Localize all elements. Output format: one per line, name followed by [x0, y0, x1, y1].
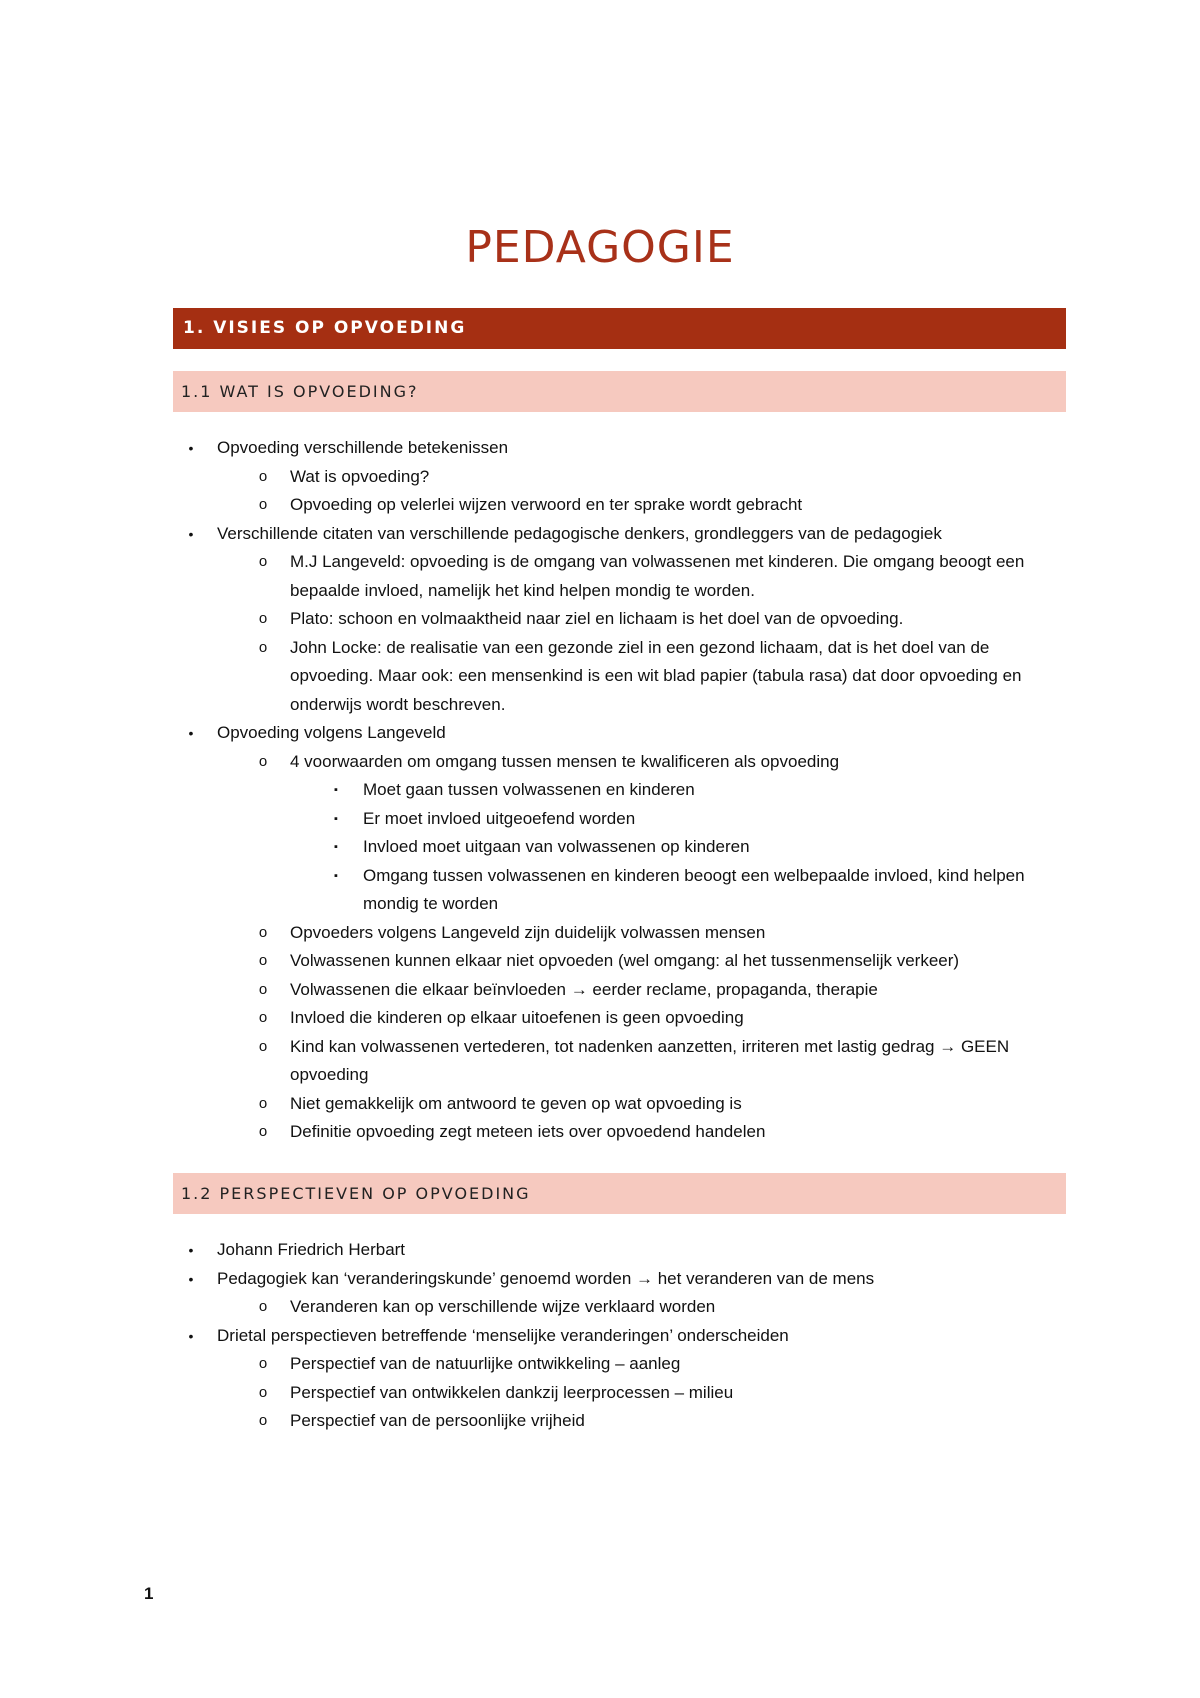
list-item-text: Opvoeding volgens Langeveld	[217, 723, 446, 742]
list-item-text: Invloed die kinderen op elkaar uitoefenen is geen opvoeding	[290, 1008, 744, 1027]
list-item-text: Perspectief van de persoonlijke vrijheid	[290, 1411, 585, 1430]
list-item	[334, 833, 1063, 862]
bullet-marker: o	[258, 1037, 268, 1055]
bullet-marker: o	[258, 610, 268, 627]
list-item-text: Opvoeding op velerlei wijzen verwoord en ter sprake wordt gebracht	[290, 495, 803, 514]
subsection-heading-perspectieven: 1.2 PERSPECTIEVEN OP OPVOEDING	[173, 1173, 1066, 1214]
bullet-list-wat-is-opvoeding	[0, 434, 1200, 1147]
list-item-text: Volwassenen kunnen elkaar niet opvoeden (wel omgang: al het tussenmenselijk verkeer)	[290, 951, 960, 970]
bullet-marker: •	[188, 725, 194, 741]
list-item-text: Volwassenen die elkaar beïnvloeden → eerder reclame, propaganda, therapie	[290, 979, 878, 999]
bullet-marker: o	[258, 1383, 268, 1401]
list-item	[188, 520, 1057, 549]
list-item	[188, 719, 1057, 748]
bullet-marker: •	[188, 1270, 194, 1287]
bullet-marker: o	[258, 1412, 268, 1429]
bullet-marker: o	[258, 1094, 268, 1112]
bullet-marker: •	[188, 1242, 194, 1258]
list-item	[188, 1236, 1057, 1265]
bullet-marker: o	[258, 496, 268, 513]
list-item	[258, 548, 1060, 605]
list-item	[258, 748, 1060, 777]
bullet-marker: o	[258, 1123, 268, 1140]
list-item-text: Invloed moet uitgaan van volwassenen op kinderen	[363, 837, 750, 856]
list-item-text: Definitie opvoeding zegt meteen iets over opvoedend handelen	[290, 1122, 766, 1141]
list-item	[188, 1265, 1057, 1294]
list-item	[258, 976, 1060, 1005]
list-item	[258, 1379, 1060, 1408]
bullet-marker: o	[258, 952, 268, 969]
bullet-marker: o	[258, 1355, 268, 1372]
bullet-list-perspectieven	[0, 1236, 1200, 1436]
list-item-text: 4 voorwaarden om omgang tussen mensen te kwalificeren als opvoeding	[290, 751, 840, 771]
list-item	[258, 919, 1060, 948]
list-item-text: Kind kan volwassenen vertederen, tot nadenken aanzetten, irriteren met lastig gedrag → GEEN opvoeding	[290, 1036, 1010, 1084]
list-item	[258, 1090, 1060, 1119]
list-item-text: Drietal perspectieven betreffende ‘menselijke veranderingen’ onderscheiden	[217, 1325, 789, 1345]
list-item	[188, 1322, 1057, 1351]
section-heading-visies: 1. VISIES OP OPVOEDING	[173, 308, 1066, 349]
bullet-marker: o	[258, 923, 268, 941]
list-item-text: Omgang tussen volwassenen en kinderen beoogt een welbepaalde invloed, kind helpen mondig te worden	[363, 865, 1025, 913]
list-item-text: Moet gaan tussen volwassenen en kinderen	[363, 780, 695, 799]
list-item	[188, 434, 1057, 463]
list-item-text: Opvoeders volgens Langeveld zijn duidelijk volwassen mensen	[290, 922, 766, 942]
list-item-text: Perspectief van de natuurlijke ontwikkeling – aanleg	[290, 1354, 681, 1373]
list-item	[258, 491, 1060, 520]
list-item	[258, 1004, 1060, 1033]
bullet-marker: •	[188, 440, 194, 456]
list-item	[258, 947, 1060, 976]
list-item-text: Wat is opvoeding?	[290, 466, 430, 486]
list-item-text: Verschillende citaten van verschillende pedagogische denkers, grondleggers van de pedagogiek	[217, 523, 942, 543]
list-item-text: Opvoeding verschillende betekenissen	[217, 438, 509, 457]
document-title: PEDAGOGIE	[465, 222, 735, 273]
list-item-text: Johann Friedrich Herbart	[217, 1240, 406, 1259]
list-item-text: M.J Langeveld: opvoeding is de omgang van volwassenen met kinderen. Die omgang beoogt een bepaalde invloed, namelijk het kind helpen mondig te worden.	[290, 552, 1025, 600]
list-item	[258, 1033, 1060, 1090]
bullet-marker: ▪	[334, 812, 338, 825]
bullet-marker: o	[258, 553, 268, 570]
list-item	[258, 1407, 1060, 1436]
bullet-marker: o	[258, 752, 268, 770]
list-item-text: Perspectief van ontwikkelen dankzij leerprocessen – milieu	[290, 1382, 734, 1402]
list-item-text: Pedagogiek kan ‘veranderingskunde’ genoemd worden → het veranderen van de mens	[217, 1268, 875, 1288]
list-item	[334, 776, 1063, 805]
bullet-marker: ▪	[334, 869, 338, 882]
bullet-marker: o	[258, 467, 268, 485]
bullet-marker: •	[188, 525, 194, 542]
bullet-marker: ▪	[334, 784, 338, 796]
list-item	[334, 805, 1063, 834]
bullet-marker: •	[188, 1327, 194, 1344]
list-item	[258, 1293, 1060, 1322]
list-item-text: Plato: schoon en volmaaktheid naar ziel en lichaam is het doel van de opvoeding.	[290, 609, 904, 628]
bullet-marker: o	[258, 1298, 268, 1315]
bullet-marker: o	[258, 980, 268, 998]
list-item-text: Veranderen kan op verschillende wijze verklaard worden	[290, 1297, 716, 1316]
list-item-text: Niet gemakkelijk om antwoord te geven op wat opvoeding is	[290, 1093, 742, 1113]
list-item-text: John Locke: de realisatie van een gezonde ziel in een gezond lichaam, dat is het doel van de opvoeding. Maar ook: een mensenkind is een wit blad papier (tabula rasa) dat door opvoeding en onderwijs wordt beschreven.	[290, 637, 1022, 714]
bullet-marker: o	[258, 638, 268, 656]
list-item	[258, 634, 1060, 720]
list-item-text: Er moet invloed uitgeoefend worden	[363, 808, 636, 828]
bullet-marker: o	[258, 1009, 268, 1026]
list-item	[258, 1350, 1060, 1379]
bullet-marker: ▪	[334, 841, 338, 853]
page-number: 1	[144, 1584, 154, 1603]
list-item	[258, 463, 1060, 492]
list-item	[258, 1118, 1060, 1147]
list-item	[258, 605, 1060, 634]
list-item	[334, 862, 1063, 919]
subsection-heading-wat-is-opvoeding: 1.1 WAT IS OPVOEDING?	[173, 371, 1066, 412]
